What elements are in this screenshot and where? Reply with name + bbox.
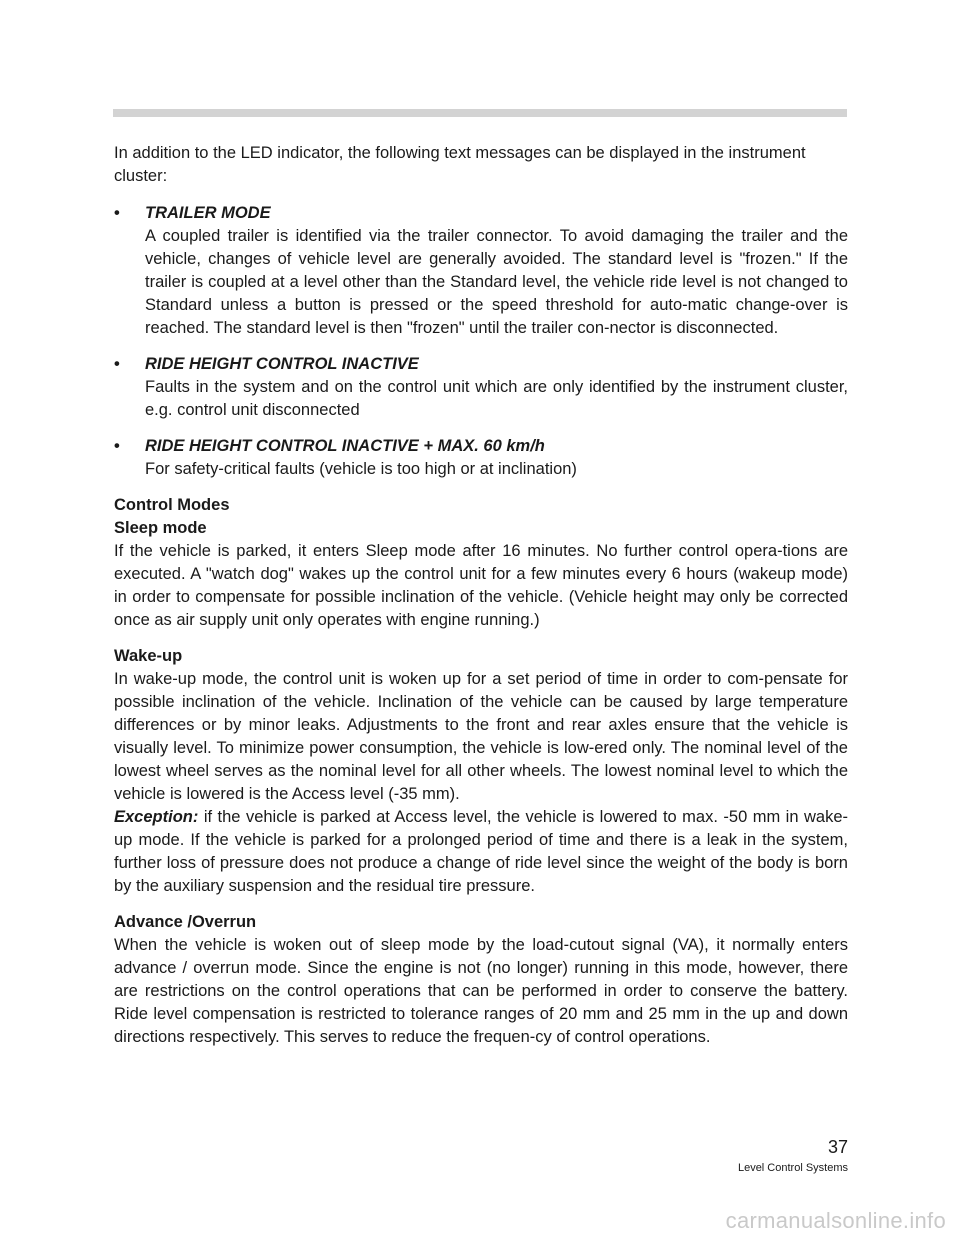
bullet-ride-height-inactive <box>114 353 848 422</box>
advance-overrun-paragraph: When the vehicle is woken out of sleep mode by the load-cutout signal (VA), it normally enters advance / overrun mode. Since the engine is not (no longer) running in this mode, however, there are restrictions on the control operations that can be performed in order to conserve the battery. Ride level compensation is restricted to tolerance ranges of 20 mm and 25 mm in the up and down directions respectively. This serves to reduce the frequen-cy of control operations. <box>114 936 848 1046</box>
bullet-title: RIDE HEIGHT CONTROL INACTIVE + MAX. 60 km/h <box>145 437 545 455</box>
bullet-text: Faults in the system and on the control unit which are only identified by the instrument cluster, e.g. control unit disconnected <box>145 378 848 419</box>
page-body <box>114 142 848 1062</box>
bullet-title: RIDE HEIGHT CONTROL INACTIVE <box>145 355 419 373</box>
bullet-ride-height-max-speed <box>114 435 848 481</box>
intro-paragraph: In addition to the LED indicator, the following text messages can be displayed in the instrument cluster: <box>114 144 806 185</box>
exception-label: Exception: <box>114 808 199 826</box>
bullet-dot-icon: • <box>114 204 120 222</box>
bullet-text: A coupled trailer is identified via the trailer connector. To avoid damaging the trailer and the vehicle, changes of vehicle level are generally avoided. The standard level is "frozen." If the trailer is coupled at a level other than the Standard level, the vehicle ride level is not changed to Standard unless a button is pressed or the speed threshold for auto-matic change-over is reached. The standard level is then "frozen" until the trailer con-nector is disconnected. <box>145 227 848 337</box>
bullet-dot-icon: • <box>114 437 120 455</box>
heading-sleep-mode: Sleep mode <box>114 519 207 537</box>
heading-advance-overrun: Advance /Overrun <box>114 913 257 931</box>
document-title: Level Control Systems <box>737 1162 848 1174</box>
page-number: 37 <box>827 1137 848 1157</box>
header-rule <box>113 109 847 117</box>
wake-up-paragraph: In wake-up mode, the control unit is woken up for a set period of time in order to com-pensate for possible inclination of the vehicle. Inclination of the vehicle can be caused by large temperature differences or by minor leaks. Adjustments to the front and rear axles ensure that the vehicle is visually level. To minimize power consumption, the vehicle is low-ered only. The nominal level of the lowest wheel serves as the nominal level for all other wheels. The lowest nominal level to which the vehicle is lowered is the Access level (-35 mm). <box>114 670 848 803</box>
page-footer <box>738 1137 848 1175</box>
bullet-dot-icon: • <box>114 355 120 373</box>
bullet-text: For safety-critical faults (vehicle is too high or at inclination) <box>145 460 577 478</box>
heading-control-modes: Control Modes <box>114 496 230 514</box>
watermark: carmanualsonline.info <box>725 1208 946 1233</box>
exception-paragraph <box>114 806 848 898</box>
sleep-mode-paragraph: If the vehicle is parked, it enters Sleep mode after 16 minutes. No further control opera-tions are executed. A "watch dog" wakes up the control unit for a few minutes every 6 hours (wakeup mode) in order to compensate for possible inclination of the vehicle. (Vehicle height may only be corrected once as air supply unit only operates with engine running.) <box>114 542 848 629</box>
bullet-title: TRAILER MODE <box>145 204 271 222</box>
bullet-trailer-mode <box>114 202 848 340</box>
exception-text: if the vehicle is parked at Access level, the vehicle is lowered to max. -50 mm in wake-up mode. If the vehicle is parked for a prolonged period of time and there is a leak in the system, further loss of pressure does not produce a change of ride level since the weight of the body is born by the auxiliary suspension and the residual tire pressure. <box>114 808 848 895</box>
heading-wake-up: Wake-up <box>114 647 183 665</box>
